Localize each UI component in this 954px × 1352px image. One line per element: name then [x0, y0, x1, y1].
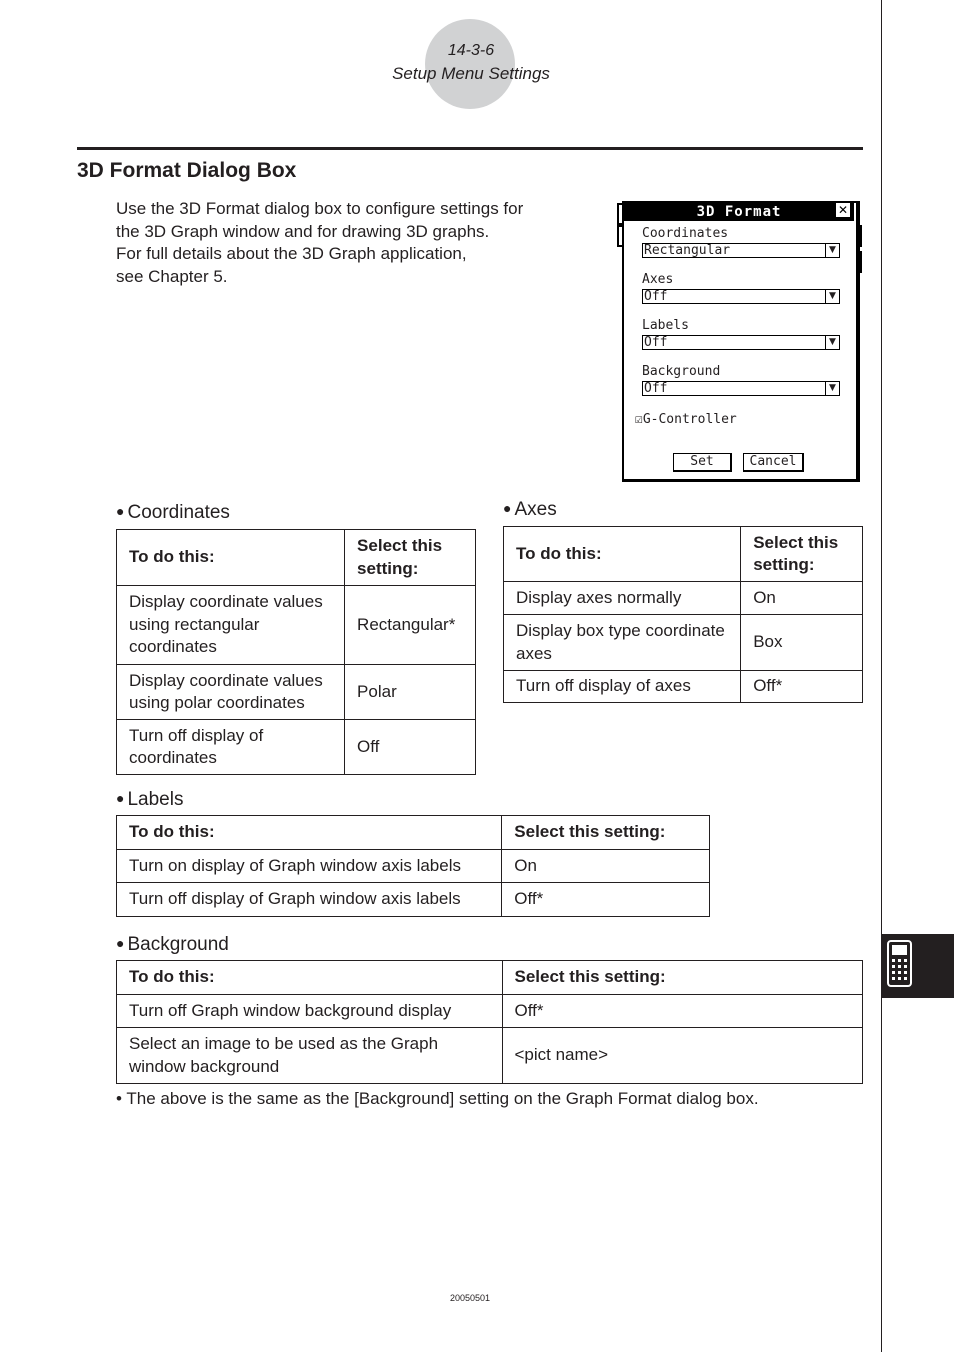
g-controller-label: G-Controller — [642, 412, 737, 427]
header-cell: To do this: — [504, 527, 741, 582]
title-rule — [77, 147, 863, 150]
dropdown-arrow-icon[interactable]: ▼ — [825, 382, 839, 395]
header-cell: Select this setting: — [502, 816, 710, 850]
axes-heading — [503, 499, 557, 521]
table-cell: Off* — [502, 995, 863, 1028]
table-header-row — [117, 961, 863, 995]
g-controller-checkbox[interactable] — [635, 413, 737, 427]
labels-heading — [116, 789, 183, 811]
table-header-row — [117, 816, 710, 850]
checkbox-checked-icon[interactable]: ☑ — [635, 412, 643, 427]
table-cell: Select an image to be used as the Graph window background — [117, 1028, 503, 1084]
background-table — [116, 960, 863, 1084]
table-header-row — [117, 530, 476, 586]
table-cell: Display axes normally — [504, 582, 741, 615]
header-cell: To do this: — [117, 816, 502, 850]
table-cell: On — [741, 582, 863, 615]
dropdown-arrow-icon[interactable]: ▼ — [825, 336, 839, 349]
labels-label: Labels — [642, 318, 689, 333]
footer-code: 20050501 — [449, 1293, 491, 1303]
axes-table — [503, 526, 863, 703]
3d-format-dialog-screenshot — [617, 201, 863, 479]
intro-line: For full details about the 3D Graph application, — [116, 244, 467, 264]
table-row — [504, 615, 863, 671]
header-subtitle: Setup Menu Settings — [392, 64, 550, 83]
table-cell: Turn off Graph window background display — [117, 995, 503, 1028]
intro-line: Use the 3D Format dialog box to configure settings for — [116, 199, 524, 218]
table-row — [117, 586, 476, 665]
header-cell: Select this setting: — [502, 961, 863, 995]
header-cell: Select this setting: — [345, 530, 476, 586]
page-edge-line — [881, 0, 882, 1352]
table-header-row — [504, 527, 863, 582]
close-x-icon[interactable]: ✕ — [837, 203, 849, 217]
table-row — [504, 582, 863, 615]
table-cell: Display box type coordinate axes — [504, 615, 741, 671]
table-cell: Display coordinate values using rectangular coordinates — [117, 586, 345, 665]
background-heading — [116, 934, 229, 956]
dropdown-arrow-icon[interactable]: ▼ — [825, 244, 839, 257]
coordinates-value: Rectangular — [644, 243, 731, 258]
table-cell: Turn off display of Graph window axis labels — [117, 883, 502, 917]
background-heading-text: Background — [127, 934, 229, 955]
dialog-title: 3D Format — [624, 203, 854, 221]
labels-select[interactable] — [642, 335, 840, 350]
header-cell: Select this setting: — [741, 527, 863, 582]
bullet-icon: ● — [116, 503, 125, 519]
background-select[interactable] — [642, 381, 840, 396]
background-label: Background — [642, 364, 721, 379]
axes-label: Axes — [642, 272, 674, 287]
table-row — [504, 671, 863, 703]
bullet-icon: ● — [503, 500, 512, 516]
calculator-icon — [882, 934, 954, 998]
table-cell: Turn off display of axes — [504, 671, 741, 703]
table-row — [117, 1028, 863, 1084]
table-row — [117, 850, 710, 883]
section-number: 14-3-6 — [447, 42, 495, 59]
table-cell: Display coordinate values using polar coordinates — [117, 665, 345, 720]
table-cell: Turn on display of Graph window axis labels — [117, 850, 502, 883]
table-cell: Off* — [502, 883, 710, 917]
footnote: • The above is the same as the [Background] setting on the Graph Format dialog box. — [116, 1089, 759, 1108]
labels-table — [116, 815, 710, 917]
coordinates-select[interactable] — [642, 243, 840, 258]
intro-line: see Chapter 5. — [116, 267, 228, 287]
table-cell: Rectangular* — [345, 586, 476, 665]
coordinates-heading-text: Coordinates — [127, 502, 230, 523]
table-cell: Off — [345, 720, 476, 775]
table-cell: Box — [741, 615, 863, 671]
header-cell: To do this: — [117, 530, 345, 586]
background-value: Off — [644, 381, 668, 396]
table-row — [117, 883, 710, 917]
table-row — [117, 995, 863, 1028]
axes-heading-text: Axes — [514, 499, 557, 520]
labels-value: Off — [644, 335, 668, 350]
intro-line: the 3D Graph window and for drawing 3D graphs. — [116, 221, 490, 241]
set-button[interactable]: Set — [673, 453, 732, 472]
labels-heading-text: Labels — [127, 789, 184, 810]
table-row — [117, 665, 476, 720]
table-row — [117, 720, 476, 775]
table-cell: Off* — [741, 671, 863, 703]
dropdown-arrow-icon[interactable]: ▼ — [825, 290, 839, 303]
axes-value: Off — [644, 289, 668, 304]
table-cell: <pict name> — [502, 1028, 863, 1084]
bullet-icon: ● — [116, 935, 125, 951]
table-cell: Polar — [345, 665, 476, 720]
table-cell: Turn off display of coordinates — [117, 720, 345, 775]
coordinates-heading — [116, 502, 230, 524]
table-cell: On — [502, 850, 710, 883]
bullet-icon: ● — [116, 790, 125, 806]
header-cell: To do this: — [117, 961, 503, 995]
intro-paragraph — [116, 198, 523, 289]
axes-select[interactable] — [642, 289, 840, 304]
coordinates-label: Coordinates — [642, 226, 729, 241]
coordinates-table — [116, 529, 476, 775]
chapter-side-tab — [882, 934, 954, 998]
cancel-button[interactable]: Cancel — [743, 453, 804, 472]
page-title: 3D Format Dialog Box — [77, 159, 297, 182]
